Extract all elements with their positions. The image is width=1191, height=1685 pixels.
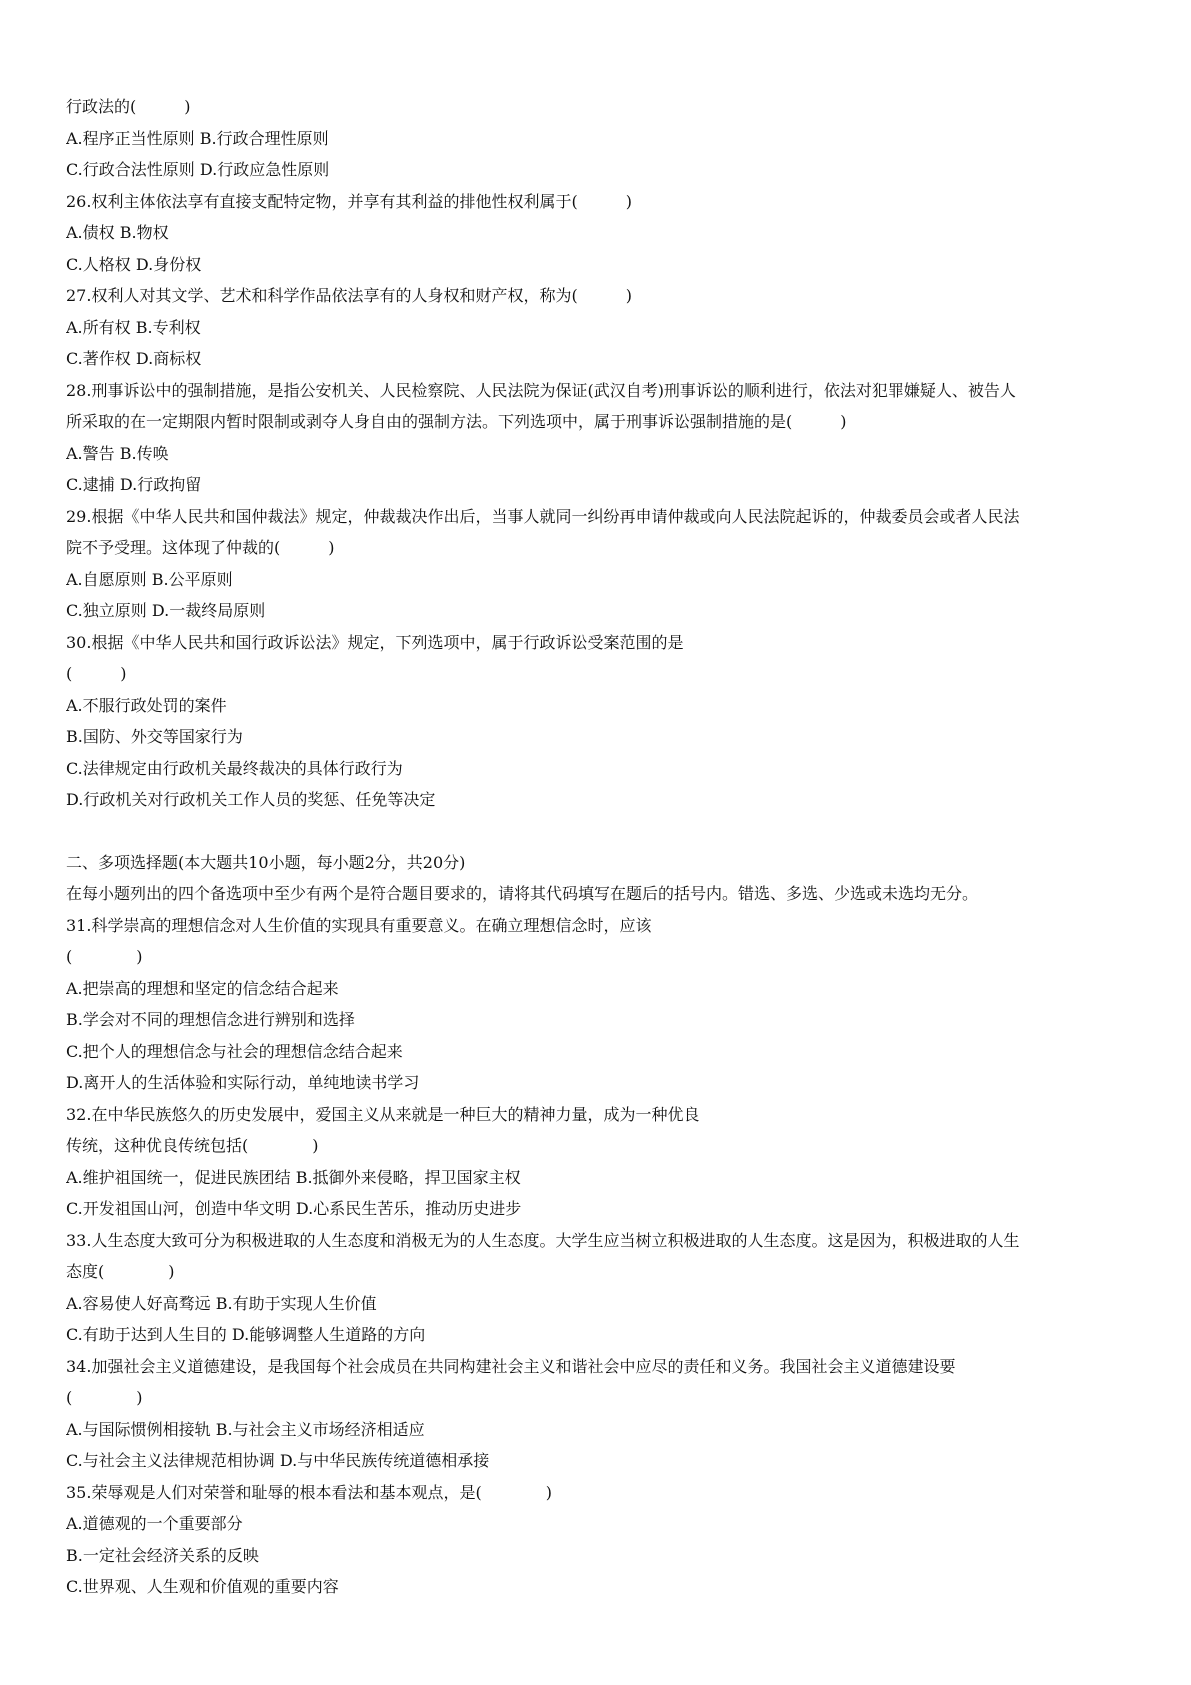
question-text-line: A.所有权 B.专利权 — [66, 317, 201, 337]
question-text-line: A.警告 B.传唤 — [66, 443, 169, 463]
question-text-line: C.著作权 D.商标权 — [66, 349, 202, 368]
question-text-line: 院不予受理。这体现了仲裁的( ) — [66, 538, 335, 557]
question-text-line: ( ) — [66, 1388, 143, 1407]
question-text-line: B.国防、外交等国家行为 — [66, 727, 243, 746]
question-text-line: D.离开人的生活体验和实际行动，单纯地读书学习 — [66, 1073, 420, 1092]
question-text-line: A.维护祖国统一，促进民族团结 B.抵御外来侵略，捍卫国家主权 — [66, 1167, 521, 1187]
question-text-line: A.程序正当性原则 B.行政合理性原则 — [66, 128, 329, 148]
question-text-line: A.道德观的一个重要部分 — [66, 1514, 243, 1533]
question-text-line: 30.根据《中华人民共和国行政诉讼法》规定，下列选项中，属于行政诉讼受案范围的是 — [66, 632, 684, 652]
question-text-line: A.与国际惯例相接轨 B.与社会主义市场经济相适应 — [66, 1419, 425, 1439]
question-text-line: A.容易使人好高骛远 B.有助于实现人生价值 — [66, 1293, 377, 1313]
question-text-line: 二、多项选择题(本大题共10小题，每小题2分，共20分) — [66, 852, 466, 872]
question-text-line: 29.根据《中华人民共和国仲裁法》规定，仲裁裁决作出后，当事人就同一纠纷再申请仲裁或向人民法院起诉的，仲裁委员会或者人民法 — [66, 506, 1020, 526]
question-text-line: 33.人生态度大致可分为积极进取的人生态度和消极无为的人生态度。大学生应当树立积极进取的人生态度。这是因为，积极进取的人生 — [66, 1230, 1020, 1250]
question-text-line: D.行政机关对行政机关工作人员的奖惩、任免等决定 — [66, 790, 436, 809]
question-text-line: C.逮捕 D.行政拘留 — [66, 475, 202, 494]
question-text-line: A.把崇高的理想和坚定的信念结合起来 — [66, 978, 339, 998]
multiple-choice-section — [66, 847, 1136, 1603]
question-text-line: 34.加强社会主义道德建设，是我国每个社会成员在共同构建社会主义和谐社会中应尽的责任和义务。我国社会主义道德建设要 — [66, 1356, 956, 1376]
question-text-line: 27.权利人对其文学、艺术和科学作品依法享有的人身权和财产权，称为( ) — [66, 286, 632, 305]
question-text-line: C.世界观、人生观和价值观的重要内容 — [66, 1577, 339, 1596]
question-text-line: C.与社会主义法律规范相协调 D.与中华民族传统道德相承接 — [66, 1451, 490, 1470]
question-text-line: 传统，这种优良传统包括( ) — [66, 1136, 319, 1155]
question-text-line: A.债权 B.物权 — [66, 223, 169, 242]
question-text-line: C.行政合法性原则 D.行政应急性原则 — [66, 160, 330, 179]
question-text-line: C.有助于达到人生目的 D.能够调整人生道路的方向 — [66, 1325, 426, 1344]
question-text-line: 31.科学崇高的理想信念对人生价值的实现具有重要意义。在确立理想信念时，应该 — [66, 915, 652, 935]
question-text-line: ( ) — [66, 664, 127, 683]
question-text-line: A.不服行政处罚的案件 — [66, 695, 227, 715]
exam-page — [66, 91, 1136, 1603]
question-text-line: 在每小题列出的四个备选项中至少有两个是符合题目要求的，请将其代码填写在题后的括号内。错选、多选、少选或未选均无分。 — [66, 884, 979, 903]
question-text-line: 32.在中华民族悠久的历史发展中，爱国主义从来就是一种巨大的精神力量，成为一种优良 — [66, 1104, 700, 1124]
question-text-line: B.学会对不同的理想信念进行辨别和选择 — [66, 1010, 355, 1029]
question-text-line: 态度( ) — [66, 1262, 175, 1281]
question-text-line: 28.刑事诉讼中的强制措施，是指公安机关、人民检察院、人民法院为保证(武汉自考)刑事诉讼的顺利进行，依法对犯罪嫌疑人、被告人 — [66, 380, 1016, 400]
question-text-line: ( ) — [66, 947, 143, 966]
question-text-line: A.自愿原则 B.公平原则 — [66, 569, 233, 589]
question-text-line: C.法律规定由行政机关最终裁决的具体行政行为 — [66, 758, 403, 778]
question-text-line: 所采取的在一定期限内暂时限制或剥夺人身自由的强制方法。下列选项中，属于刑事诉讼强制措施的是( ) — [66, 412, 847, 431]
question-text-line: 行政法的( ) — [66, 97, 191, 116]
question-text-line: C.把个人的理想信念与社会的理想信念结合起来 — [66, 1041, 403, 1061]
question-text-line: C.独立原则 D.一裁终局原则 — [66, 601, 266, 620]
question-text-line: B.一定社会经济关系的反映 — [66, 1545, 259, 1565]
question-text-line: 26.权利主体依法享有直接支配特定物，并享有其利益的排他性权利属于( ) — [66, 191, 632, 211]
question-text-line: 35.荣辱观是人们对荣誉和耻辱的根本看法和基本观点，是( ) — [66, 1482, 552, 1502]
section-gap — [66, 816, 1136, 847]
question-text-line: C.开发祖国山河，创造中华文明 D.心系民生苦乐，推动历史进步 — [66, 1199, 522, 1218]
question-text-line: C.人格权 D.身份权 — [66, 254, 202, 274]
single-choice-section — [66, 91, 1136, 816]
